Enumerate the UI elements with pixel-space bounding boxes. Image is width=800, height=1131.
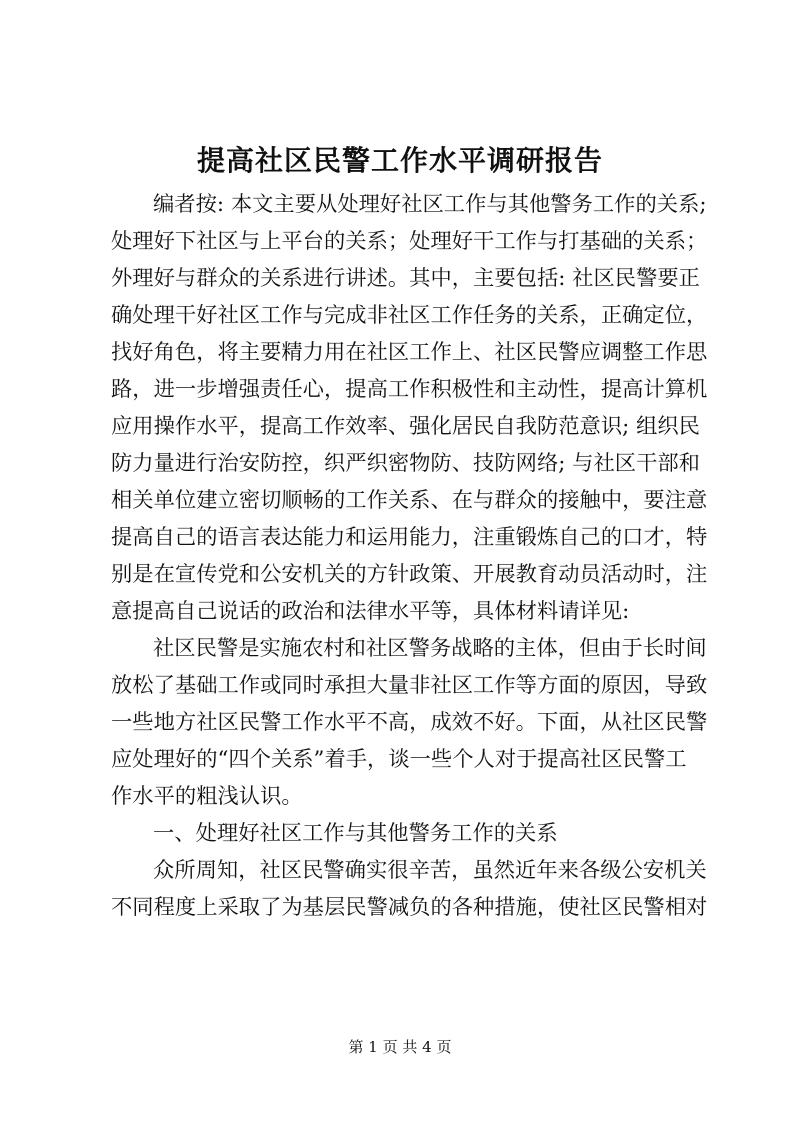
body-line: 应处理好的“四个关系”着手，谈一些个人对于提高社区民警工 bbox=[111, 747, 687, 772]
body-line: 意提高自己说话的政治和法律水平等，具体材料请详见: bbox=[111, 599, 630, 624]
section-heading: 一、处理好社区工作与其他警务工作的关系 bbox=[153, 821, 558, 846]
body-line: 应用操作水平，提高工作效率、强化居民自我防范意识; 组织民 bbox=[111, 414, 700, 439]
body-line: 编者按: 本文主要从处理好社区工作与其他警务工作的关系; bbox=[153, 192, 707, 217]
body-line: 一些地方社区民警工作水平不高，成效不好。下面，从社区民警 bbox=[111, 710, 708, 735]
body-line: 处理好下社区与上平台的关系；处理好干工作与打基础的关系； bbox=[111, 229, 708, 254]
body-line: 相关单位建立密切顺畅的工作关系、在与群众的接触中，要注意 bbox=[111, 488, 708, 513]
body-line: 防力量进行治安防控，织严织密物防、技防网络; 与社区干部和 bbox=[111, 451, 700, 476]
body-line: 不同程度上采取了为基层民警减负的各种措施，使社区民警相对 bbox=[111, 895, 708, 920]
body-line: 确处理干好社区工作与完成非社区工作任务的关系，正确定位， bbox=[111, 303, 708, 328]
body-line: 外理好与群众的关系进行讲述。其中，主要包括: 社区民警要正 bbox=[111, 266, 700, 291]
document-body bbox=[111, 186, 713, 926]
body-line: 作水平的粗浅认识。 bbox=[111, 784, 303, 809]
body-line: 别是在宣传党和公安机关的方针政策、开展教育动员活动时，注 bbox=[111, 562, 708, 587]
document-title: 提高社区民警工作水平调研报告 bbox=[196, 144, 603, 177]
body-line: 众所周知，社区民警确实很辛苦，虽然近年来各级公安机关 bbox=[153, 858, 707, 883]
body-line: 社区民警是实施农村和社区警务战略的主体，但由于长时间 bbox=[153, 636, 707, 661]
page-number-footer: 第 1 页 共 4 页 bbox=[348, 1038, 452, 1056]
body-line: 放松了基础工作或同时承担大量非社区工作等方面的原因，导致 bbox=[111, 673, 708, 698]
body-line: 路，进一步增强责任心，提高工作积极性和主动性，提高计算机 bbox=[111, 377, 708, 402]
body-line: 提高自己的语言表达能力和运用能力，注重锻炼自己的口才，特 bbox=[111, 525, 708, 550]
body-line: 找好角色，将主要精力用在社区工作上、社区民警应调整工作思 bbox=[111, 340, 708, 365]
